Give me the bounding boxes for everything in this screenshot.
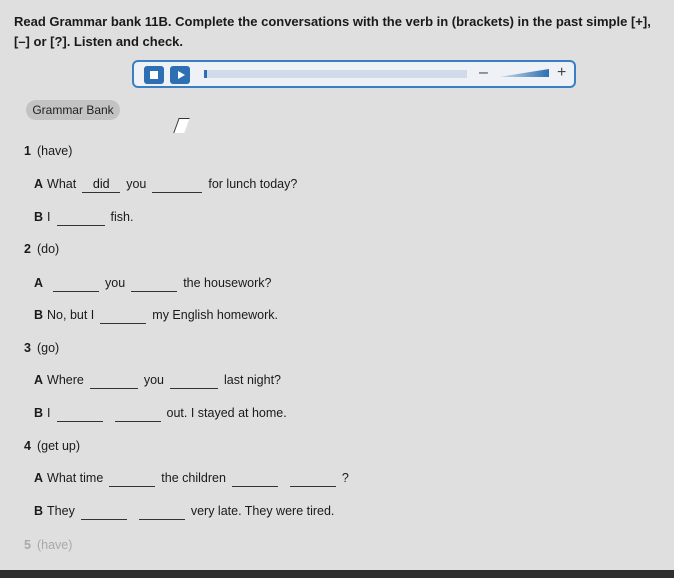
text: What time [47, 471, 104, 485]
exercise-line-b [34, 502, 334, 520]
answer-blank[interactable] [115, 405, 161, 422]
answer-blank[interactable] [57, 209, 105, 226]
exercise-verb: (go) [36, 341, 60, 355]
answer-blank[interactable] [109, 470, 155, 487]
exercise-verb: (have) [36, 538, 73, 552]
exercise-number: 4 [24, 439, 31, 453]
text: you [143, 373, 165, 387]
speaker-label: A [34, 276, 44, 290]
answer-blank[interactable]: did [82, 176, 120, 193]
answer-blank[interactable] [152, 176, 202, 193]
answer-blank[interactable] [81, 503, 127, 520]
text: Where [47, 373, 84, 387]
answer-blank[interactable] [90, 372, 138, 389]
exercise-heading [24, 240, 59, 258]
speaker-label: A [34, 471, 44, 485]
exercise-number: 1 [24, 144, 31, 158]
exercise-heading [24, 339, 59, 357]
exercise-line-b [34, 404, 287, 422]
exercise-heading [24, 437, 80, 455]
bottom-bar [0, 570, 674, 578]
text: ? [341, 471, 349, 485]
text: I [47, 406, 51, 420]
text: the children [161, 471, 226, 485]
exercise-number: 5 [24, 538, 31, 552]
answer-blank[interactable] [290, 470, 336, 487]
exercise-line-b [34, 306, 278, 324]
answer-blank[interactable] [100, 307, 146, 324]
grammar-bank-tab[interactable]: Grammar Bank [26, 100, 120, 120]
volume-up-button[interactable]: + [557, 64, 567, 81]
text: my English homework. [152, 308, 279, 322]
text: fish. [110, 210, 134, 224]
speaker-label: B [34, 504, 44, 518]
text: last night? [224, 373, 281, 387]
answer-blank[interactable] [170, 372, 218, 389]
exercise-verb: (have) [36, 144, 73, 158]
text: the housework? [183, 276, 272, 290]
text: you [105, 276, 126, 290]
speaker-label: B [34, 406, 44, 420]
exercise-line-a [34, 371, 281, 389]
exercise-heading [24, 142, 72, 160]
speaker-label: B [34, 308, 44, 322]
text: out. I stayed at home. [166, 406, 287, 420]
text: What [47, 177, 77, 191]
answer-blank[interactable] [232, 470, 278, 487]
text: for lunch today? [208, 177, 298, 191]
text: you [126, 177, 147, 191]
exercise-number: 3 [24, 341, 31, 355]
exercise-line-a [34, 274, 271, 292]
text: I [47, 210, 51, 224]
volume-down-button[interactable]: – [479, 64, 488, 81]
text: They [47, 504, 75, 518]
speaker-label: A [34, 177, 44, 191]
instructions: Read Grammar bank 11B. Complete the conversations with the verb in (brackets) in the past simple [+], [–] or [?]. Listen and check. [14, 14, 651, 49]
answer-blank[interactable] [139, 503, 185, 520]
speaker-label: A [34, 373, 44, 387]
answer-blank[interactable] [131, 275, 177, 292]
answer-blank[interactable] [53, 275, 99, 292]
exercise-line-a [34, 469, 349, 487]
text: very late. They were tired. [190, 504, 335, 518]
exercise-verb: (do) [36, 242, 60, 256]
answer-blank[interactable] [57, 405, 103, 422]
text: No, but I [47, 308, 95, 322]
exercise-verb: (get up) [36, 439, 81, 453]
exercise-heading [24, 536, 72, 554]
exercise-line-b [34, 208, 133, 226]
speaker-label: B [34, 210, 44, 224]
exercise-number: 2 [24, 242, 31, 256]
exercise-line-a [34, 175, 297, 193]
